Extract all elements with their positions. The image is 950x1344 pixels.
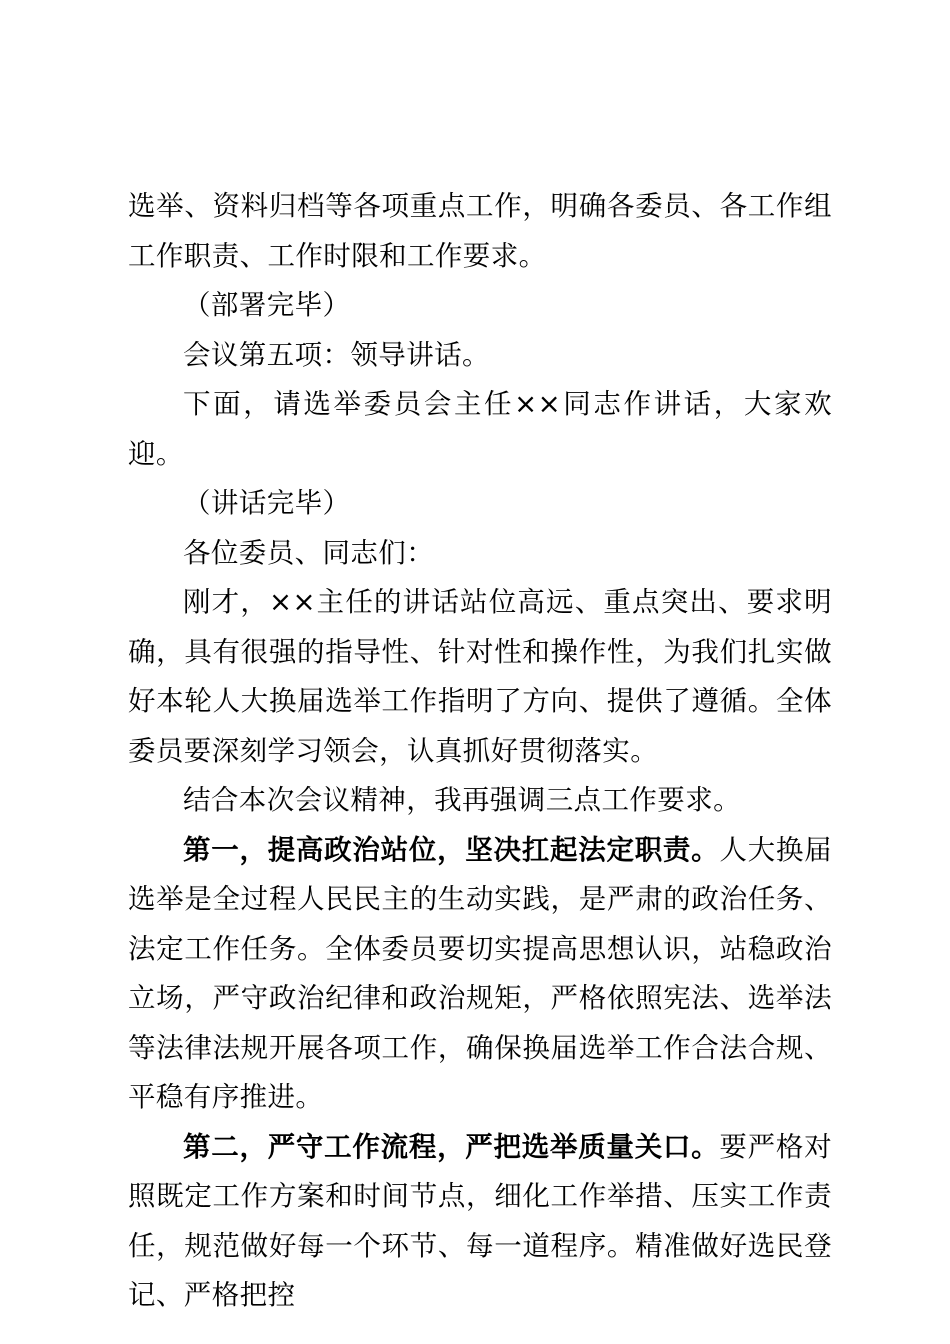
paragraph-9 [128, 826, 832, 1123]
document-body [128, 182, 832, 1321]
paragraph-1-text: 选举、资料归档等各项重点工作，明确各委员、各工作组工作职责、工作时限和工作要求。 [128, 190, 832, 272]
paragraph-3-text: 会议第五项：领导讲话。 [183, 338, 490, 371]
paragraph-8 [128, 776, 832, 826]
paragraph-4-text: 下面，请选举委员会主任××同志作讲话，大家欢迎。 [128, 388, 832, 470]
paragraph-7-text: 刚才，××主任的讲话站位高远、重点突出、要求明确，具有很强的指导性、针对性和操作性，为我们扎实做好本轮人大换届选举工作指明了方向、提供了遵循。全体委员要深刻学习领会，认真抓好贯彻落实。 [128, 586, 832, 767]
paragraph-8-text: 结合本次会议精神，我再强调三点工作要求。 [183, 784, 741, 816]
paragraph-1 [128, 182, 832, 281]
paragraph-4 [128, 380, 832, 479]
paragraph-5 [128, 479, 832, 529]
paragraph-6-text: 各位委员、同志们： [183, 536, 435, 569]
paragraph-10 [128, 1123, 832, 1321]
paragraph-2-text: （部署完毕） [183, 289, 351, 321]
paragraph-7 [128, 578, 832, 776]
paragraph-10-text: 要严格对照既定工作方案和时间节点，细化工作举措、压实工作责任，规范做好每一个环节、每一道程序。精准做好选民登记、严格把控 [128, 1130, 832, 1311]
paragraph-3 [128, 331, 832, 381]
paragraph-5-text: （讲话完毕） [183, 487, 351, 519]
paragraph-10-lead: 第二，严守工作流程，严把选举质量关口。 [183, 1130, 720, 1163]
paragraph-2 [128, 281, 832, 331]
paragraph-9-text: 人大换届选举是全过程人民民主的生动实践，是严肃的政治任务、法定工作任务。全体委员要切实提高思想认识，站稳政治立场，严守政治纪律和政治规矩，严格依照宪法、选举法等法律法规开展各项工作，确保换届选举工作合法合规、平稳有序推进。 [128, 833, 832, 1113]
paragraph-9-lead: 第一，提高政治站位，坚决扛起法定职责。 [183, 833, 720, 866]
paragraph-6 [128, 529, 832, 579]
